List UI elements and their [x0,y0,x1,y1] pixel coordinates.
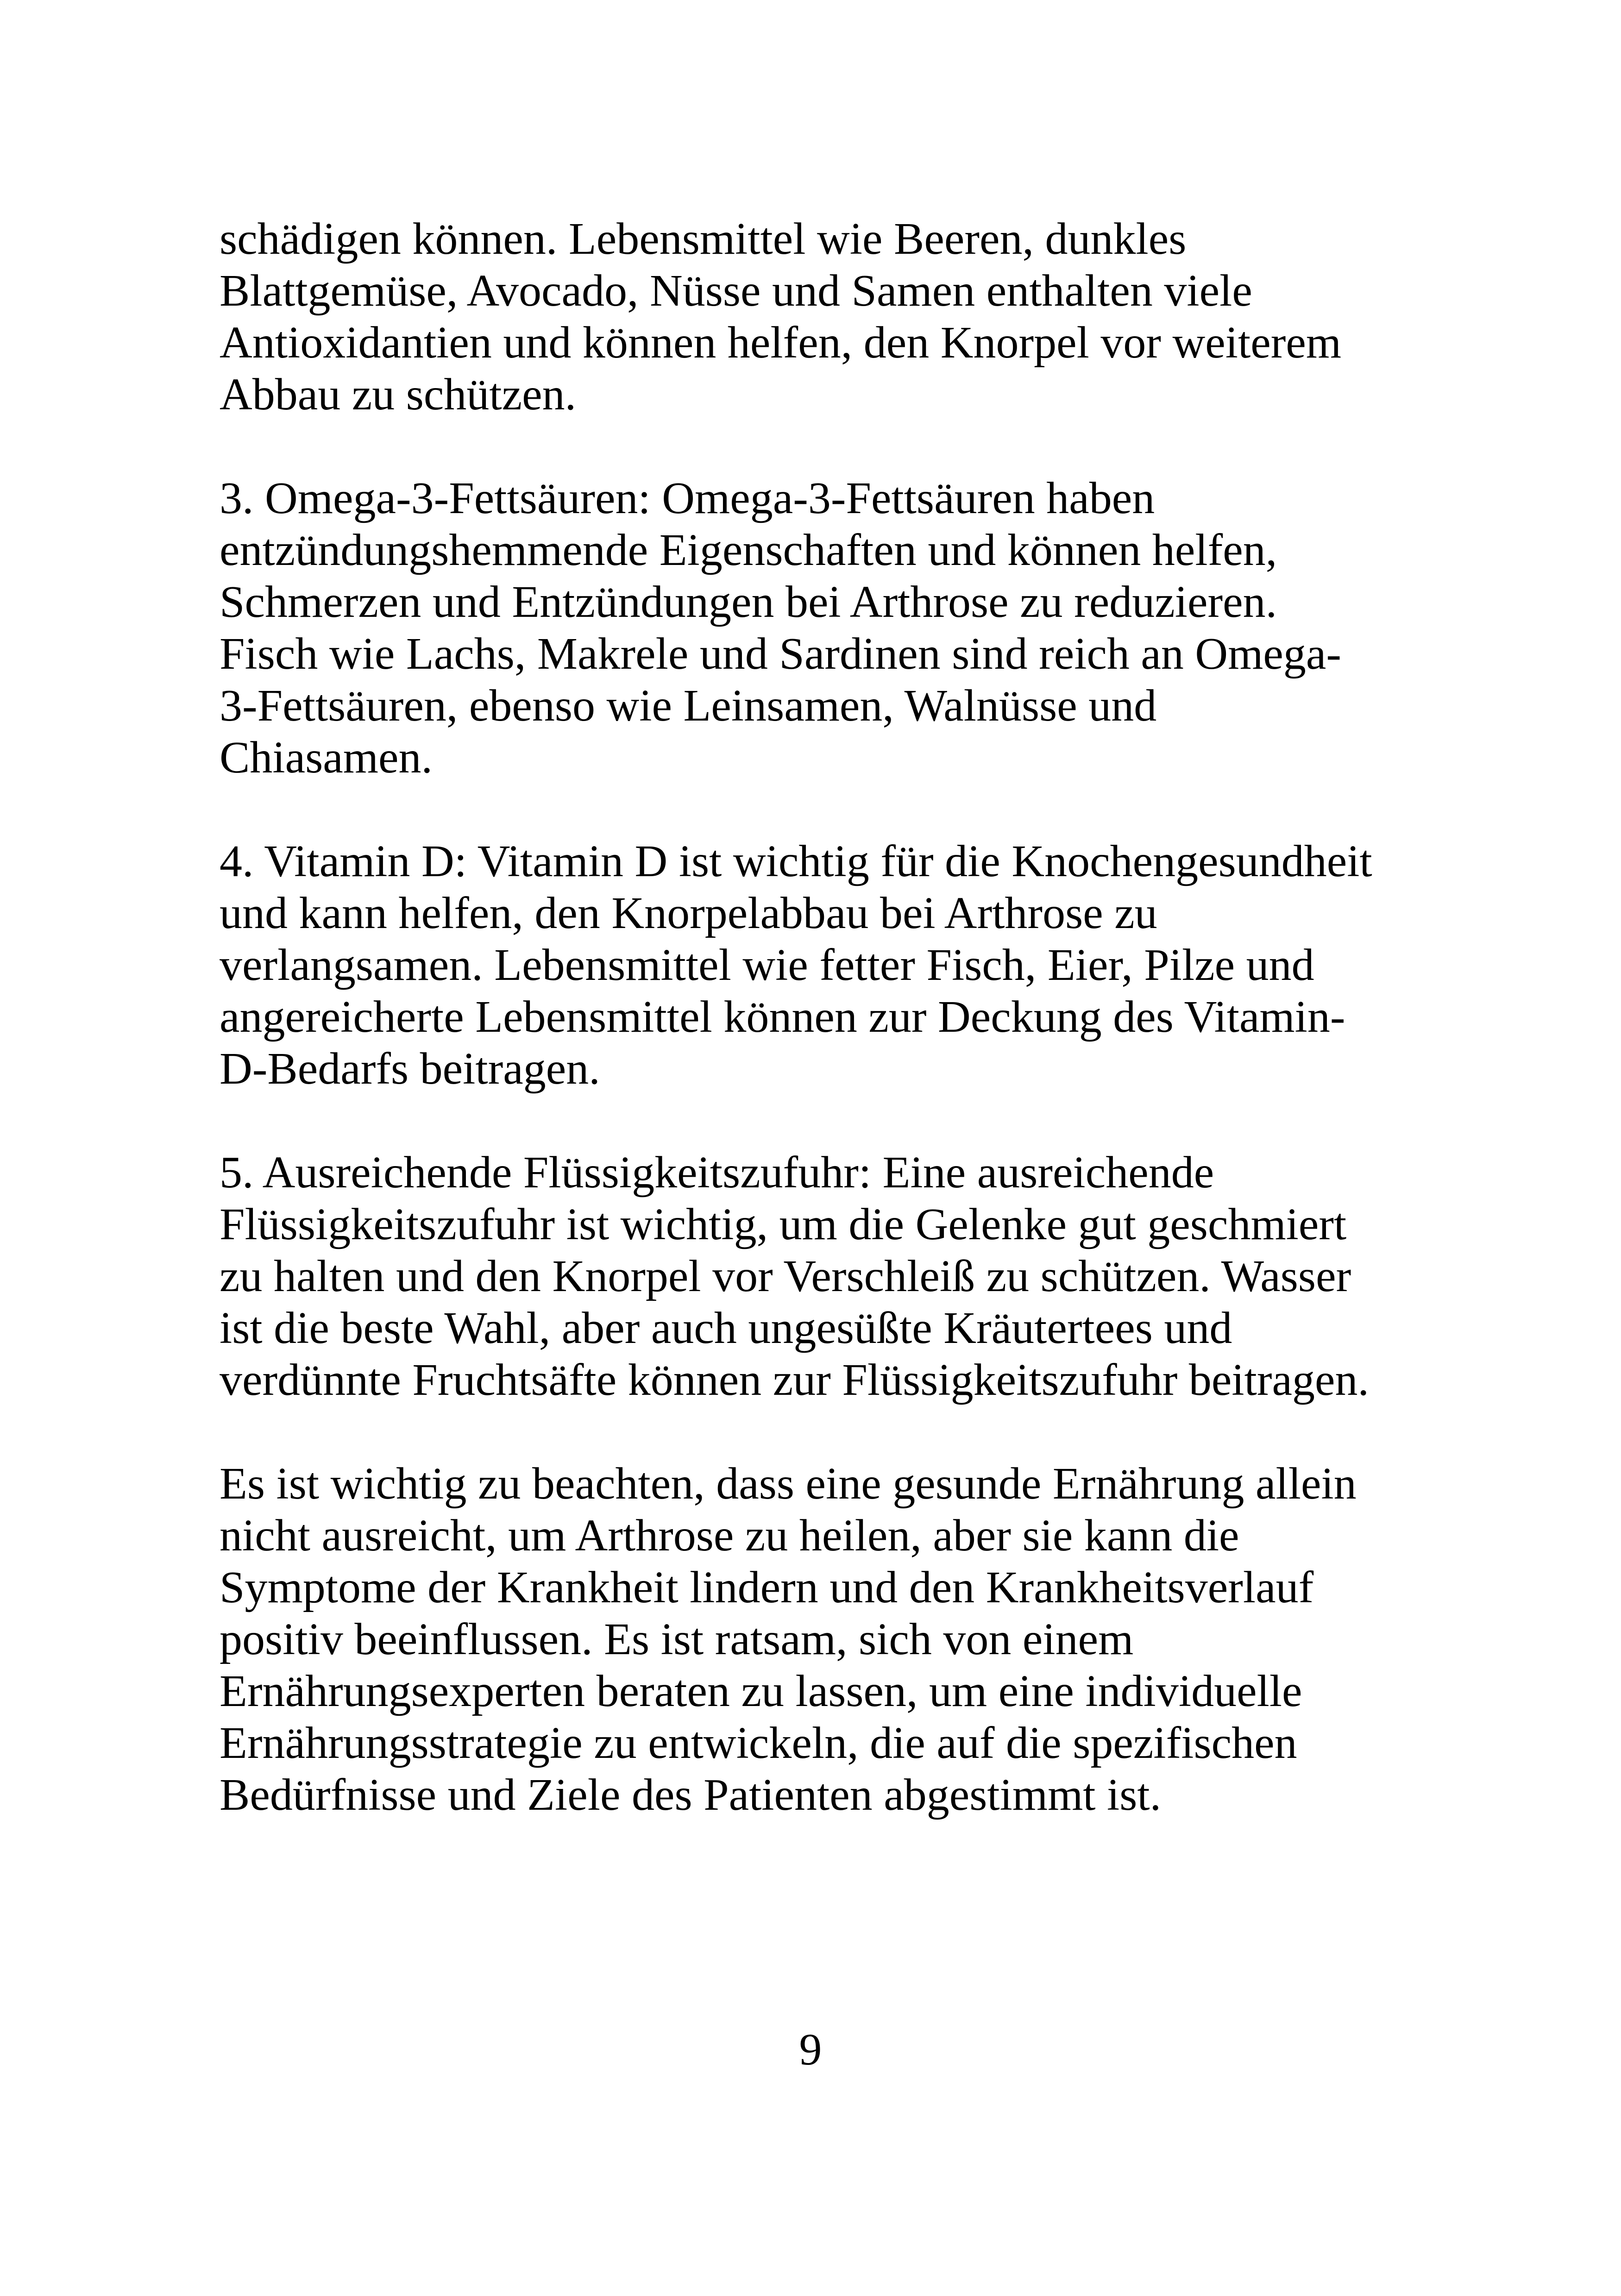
text-line: Flüssigkeitszufuhr ist wichtig, um die Gelenke gut geschmiert [220,1199,1347,1249]
text-line: 3-Fettsäuren, ebenso wie Leinsamen, Walnüsse und [220,681,1157,731]
text-line: ist die beste Wahl, aber auch ungesüßte Kräutertees und [220,1303,1232,1353]
text-line: Fisch wie Lachs, Makrele und Sardinen sind reich an Omega- [220,629,1342,679]
text-line: Abbau zu schützen. [220,370,577,420]
text-line: Schmerzen und Entzündungen bei Arthrose zu reduzieren. [220,577,1277,627]
text-line: Bedürfnisse und Ziele des Patienten abgestimmt ist. [220,1770,1162,1820]
text-line: und kann helfen, den Knorpelabbau bei Arthrose zu [220,888,1157,938]
text-line: 4. Vitamin D: Vitamin D ist wichtig für die Knochengesundheit [220,836,1372,886]
text-line: 3. Omega-3-Fettsäuren: Omega-3-Fettsäuren haben [220,473,1155,523]
body-text [220,213,1424,1873]
text-line: D-Bedarfs beitragen. [220,1044,600,1094]
paragraph-fluid-intake [220,1147,1424,1406]
text-line: Symptome der Krankheit lindern und den Krankheitsverlauf [220,1562,1314,1612]
paragraph-conclusion [220,1458,1424,1821]
text-line: Antioxidantien und können helfen, den Knorpel vor weiterem [220,318,1342,368]
paragraph-omega-3 [220,472,1424,784]
text-line: nicht ausreicht, um Arthrose zu heilen, aber sie kann die [220,1511,1239,1561]
text-line: Blattgemüse, Avocado, Nüsse und Samen enthalten viele [220,266,1252,316]
text-line: Ernährungsexperten beraten zu lassen, um eine individuelle [220,1666,1302,1716]
text-line: angereicherte Lebensmittel können zur Deckung des Vitamin- [220,992,1345,1042]
text-line: Ernährungsstrategie zu entwickeln, die auf die spezifischen [220,1718,1297,1768]
paragraph-antioxidants-continued [220,213,1424,420]
text-line: verlangsamen. Lebensmittel wie fetter Fisch, Eier, Pilze und [220,940,1314,990]
text-line: 5. Ausreichende Flüssigkeitszufuhr: Eine ausreichende [220,1148,1214,1198]
text-line: entzündungshemmende Eigenschaften und können helfen, [220,525,1277,575]
text-line: Es ist wichtig zu beachten, dass eine gesunde Ernährung allein [220,1459,1357,1509]
text-line: positiv beeinflussen. Es ist ratsam, sich von einem [220,1614,1134,1664]
text-line: Chiasamen. [220,733,433,783]
text-line: zu halten und den Knorpel vor Verschleiß zu schützen. Wasser [220,1251,1351,1301]
text-line: schädigen können. Lebensmittel wie Beeren, dunkles [220,214,1187,264]
paragraph-vitamin-d [220,835,1424,1095]
text-line: verdünnte Fruchtsäfte können zur Flüssigkeitszufuhr beitragen. [220,1355,1370,1405]
page-number: 9 [799,2025,822,2075]
